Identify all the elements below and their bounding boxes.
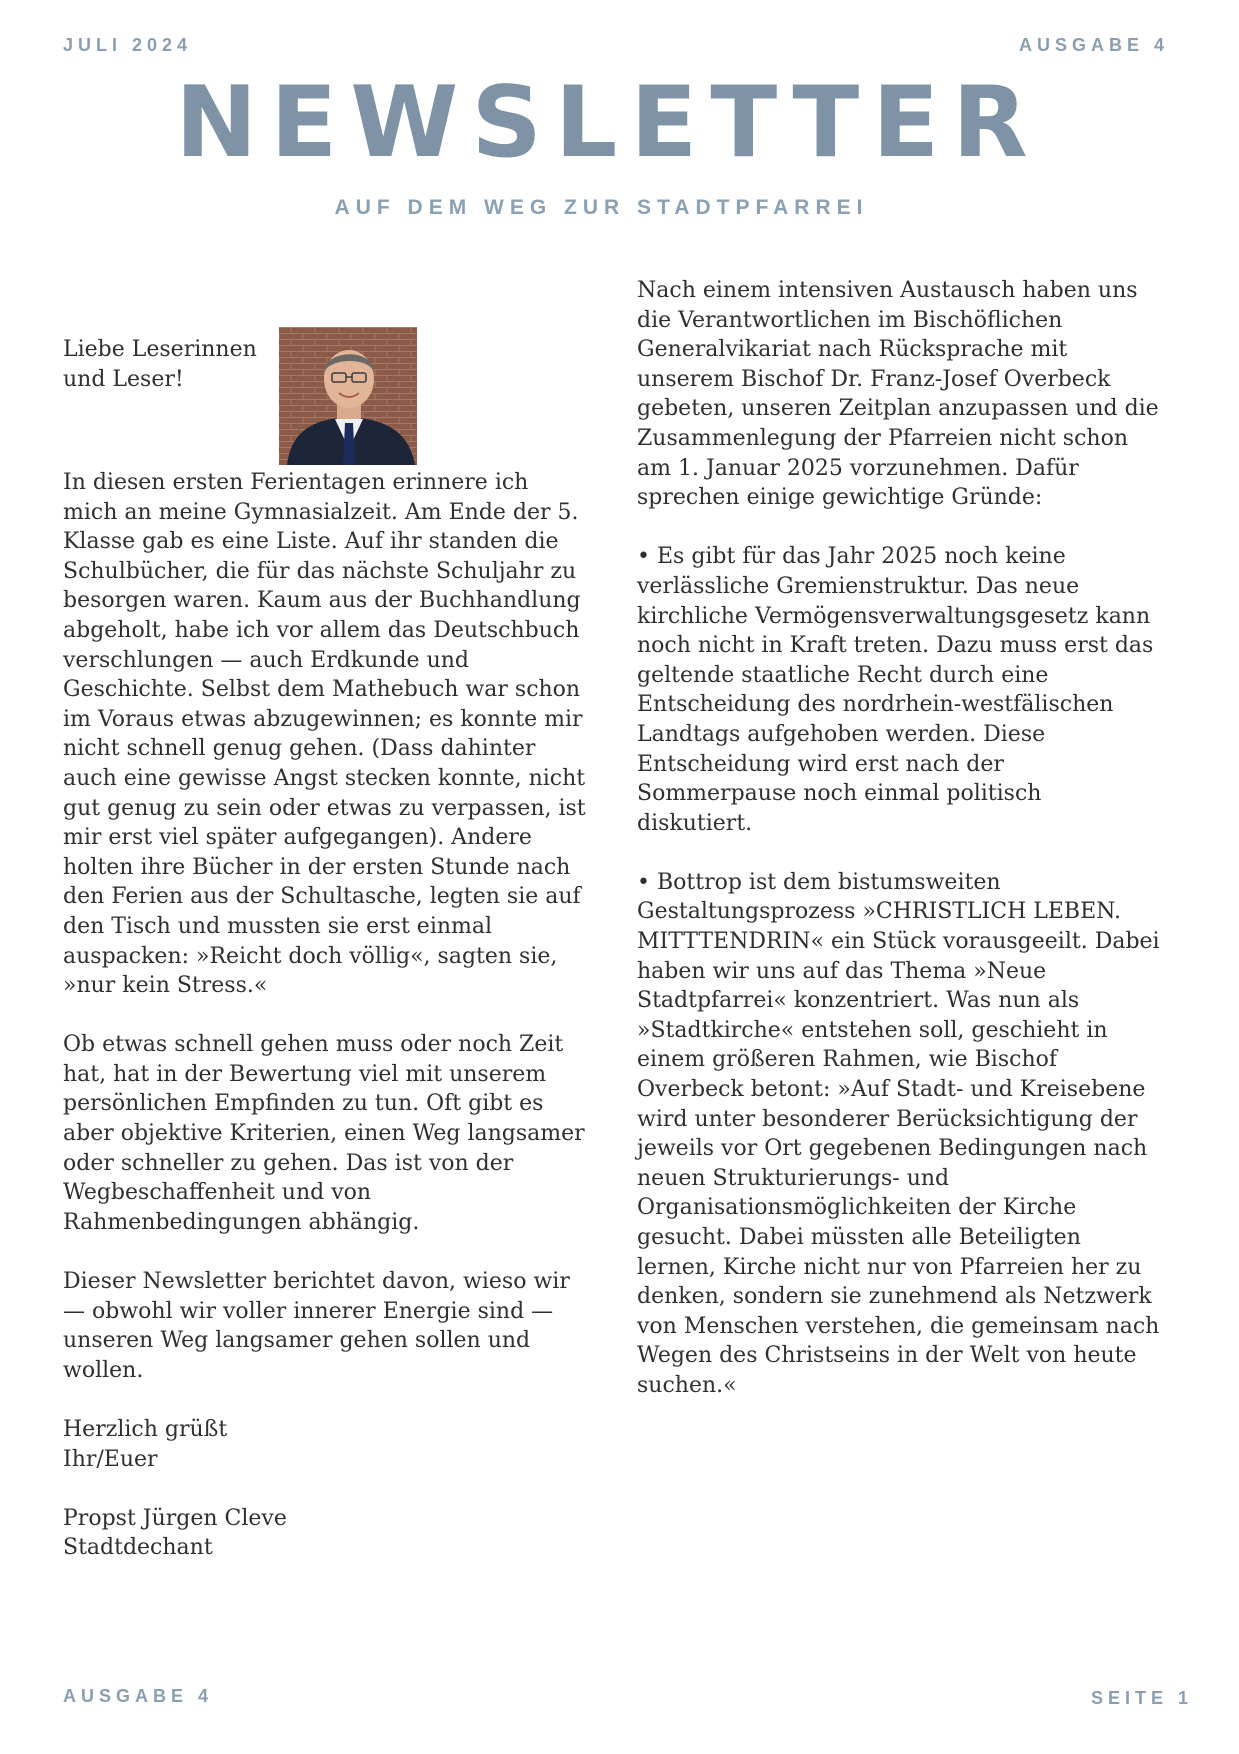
signature: Propst Jürgen Cleve Stadtdechant bbox=[63, 1505, 287, 1561]
closing-salutation: Herzlich grüßt Ihr/Euer bbox=[63, 1417, 228, 1472]
paragraph-schedule: Nach einem intensiven Austausch haben uns die Verantwortlichen im Bischöflichen Generalvikariat nach Rücksprache mit unserem Bischof Dr. Franz-Josef Overbeck gebeten, unseren Zeitplan anzupassen und die Zusammenlegung der Pfarreien nicht schon am 1. Januar 2025 vorzunehmen. Dafür sprechen einige gewichtige Gründe: bbox=[637, 278, 1159, 511]
right-column bbox=[637, 276, 1172, 1401]
paragraph-intro: In diesen ersten Ferientagen erinnere ich mich an meine Gymnasialzeit. Am Ende der 5. Klasse gab es eine Liste. Auf ihr standen die Schulbücher, die für das nächste Schuljahr zu besorgen waren. Kaum aus der Buchhandlung abgeholt, habe ich vor allem das Deutschbuch verschlungen — auch Erdkunde und Geschichte. Selbst dem Mathebuch war schon im Voraus etwas abzugewinnen; es konnte mir nicht schnell genug gehen. (Dass dahinter auch eine gewisse Angst stecken konnte, nicht gut genug zu sein oder etwas zu verpassen, ist mir erst viel später aufgegangen). Andere holten ihre Bücher in der ersten Stunde nach den Ferien aus der Schultasche, legten sie auf den Tisch und mussten sie erst einmal auspacken: »Reicht doch völlig«, sagten sie, »nur kein Stress.« bbox=[63, 470, 586, 999]
portrait-photo bbox=[279, 327, 417, 465]
page-number: SEITE 1 bbox=[1090, 1688, 1193, 1708]
paragraph-purpose: Dieser Newsletter berichtet davon, wieso wir — obwohl wir voller innerer Energie sind — unseren Weg langsamer gehen sollen und wollen. bbox=[63, 1269, 570, 1383]
issue-number-header: AUSGABE 4 bbox=[1018, 35, 1169, 55]
paragraph-reflection: Ob etwas schnell gehen muss oder noch Zeit hat, hat in der Bewertung viel mit unserem persönlichen Empfinden zu tun. Oft gibt es aber objektive Kriterien, einen Weg langsamer oder schneller zu gehen. Das ist von der Wegbeschaffenheit und von Rahmenbedingungen abhängig. bbox=[63, 1032, 585, 1235]
newsletter-subtitle: AUF DEM WEG ZUR STADTPFARREI bbox=[334, 196, 869, 219]
left-column bbox=[63, 468, 593, 1563]
bullet-process: • Bottrop ist dem bistumsweiten Gestaltungsprozess »CHRISTLICH LEBEN. MITTTENDRIN« ein Stück vorausgeeilt. Dabei haben wir uns auf das Thema »Neue Stadtpfarrei« konzentriert. Was nun als »Stadtkirche« entstehen soll, geschieht in einem größeren Rahmen, wie Bischof Overbeck betont: »Auf Stadt- und Kreisebene wird unter besonderer Berücksichtigung der jeweils vor Ort gegebenen Bedingungen nach neuen Strukturierungs- und Organisationsmöglichkeiten der Kirche gesucht. Dabei müssten alle Beteiligten lernen, Kirche nicht nur von Pfarreien her zu denken, sondern sie zunehmend als Netzwerk von Menschen verstehen, die gemeinsam nach Wegen des Christseins in der Welt von heute suchen.« bbox=[637, 869, 1160, 1398]
issue-date: JULI 2024 bbox=[63, 35, 193, 55]
issue-number-footer: AUSGABE 4 bbox=[63, 1686, 214, 1706]
greeting: Liebe Leserinnen und Leser! bbox=[63, 337, 257, 392]
bullet-committee-structure: • Es gibt für das Jahr 2025 noch keine verlässliche Gremienstruktur. Das neue kirchliche Vermögensverwaltungsgesetz kann noch nicht in Kraft treten. Dazu muss erst das geltende staatliche Recht durch eine Entscheidung des nordrhein-westfälischen Landtags aufgehoben werden. Diese Entscheidung wird erst nach der Sommerpause noch einmal politisch diskutiert. bbox=[637, 544, 1154, 836]
newsletter-title: NEWSLETTER bbox=[175, 66, 1041, 180]
